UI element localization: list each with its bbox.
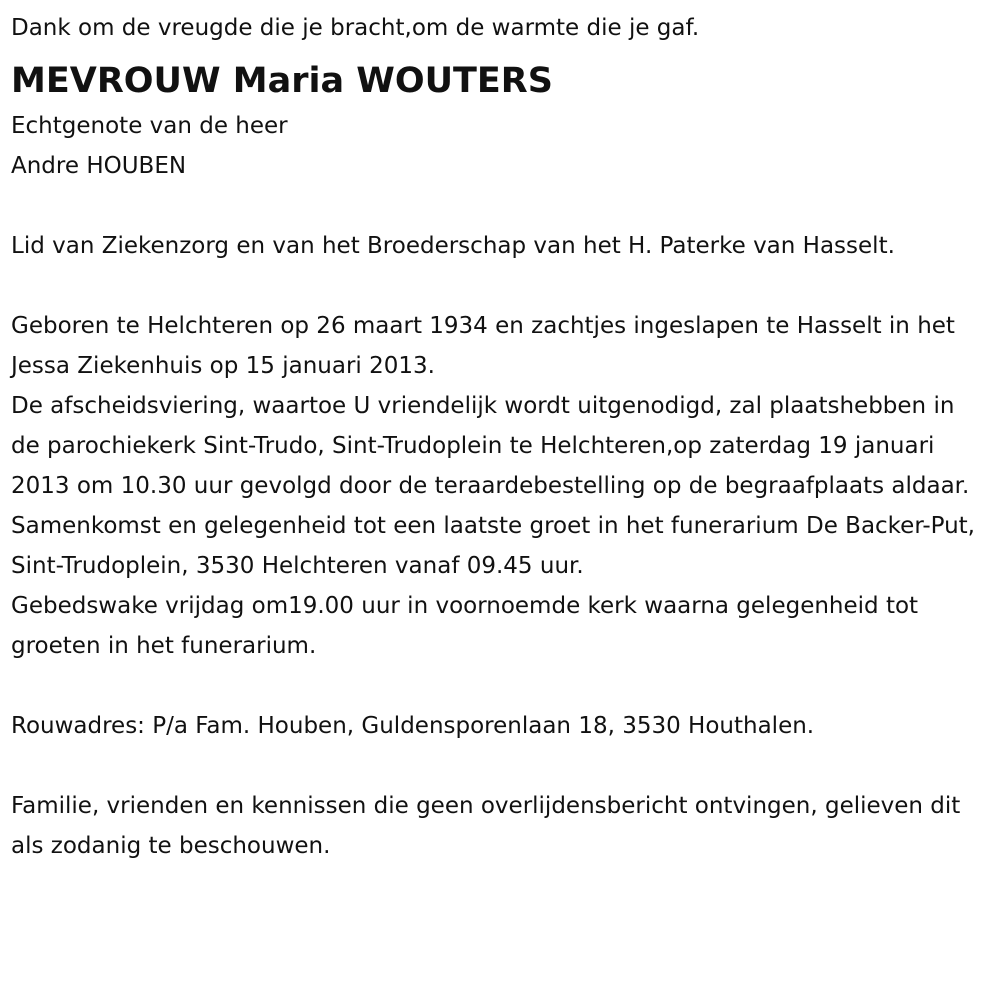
mourning-address: Rouwadres: P/a Fam. Houben, Guldensporenlaan 18, 3530 Houthalen. — [11, 713, 815, 739]
funeral-service-details: De afscheidsviering, waartoe U vriendelijk wordt uitgenodigd, zal plaatshebben in de parochiekerk Sint-Trudo, Sint-Trudoplein te Helchteren,op zaterdag 19 januari 2013 om 10.30 uur gevolgd door de teraardebestelling op de begraafplaats aldaar. — [11, 393, 970, 499]
deceased-name: MEVROUW Maria WOUTERS — [11, 61, 553, 101]
birth-death-details: Geboren te Helchteren op 26 maart 1934 en zachtjes ingeslapen te Hasselt in het Jessa Ziekenhuis op 15 januari 2013. — [11, 313, 955, 379]
spouse-line-1: Echtgenote van de heer — [11, 113, 288, 139]
vigil-details: Gebedswake vrijdag om19.00 uur in voornoemde kerk waarna gelegenheid tot groeten in het funerarium. — [11, 593, 919, 659]
membership: Lid van Ziekenzorg en van het Broederschap van het H. Paterke van Hasselt. — [11, 233, 895, 259]
motto: Dank om de vreugde die je bracht,om de warmte die je gaf. — [11, 15, 700, 41]
viewing-details: Samenkomst en gelegenheid tot een laatste groet in het funerarium De Backer-Put, Sint-Trudoplein, 3530 Helchteren vanaf 09.45 uur. — [11, 513, 975, 579]
spouse-line-2: Andre HOUBEN — [11, 153, 187, 179]
closing-note: Familie, vrienden en kennissen die geen overlijdensbericht ontvingen, gelieven dit als zodanig te beschouwen. — [11, 793, 961, 859]
